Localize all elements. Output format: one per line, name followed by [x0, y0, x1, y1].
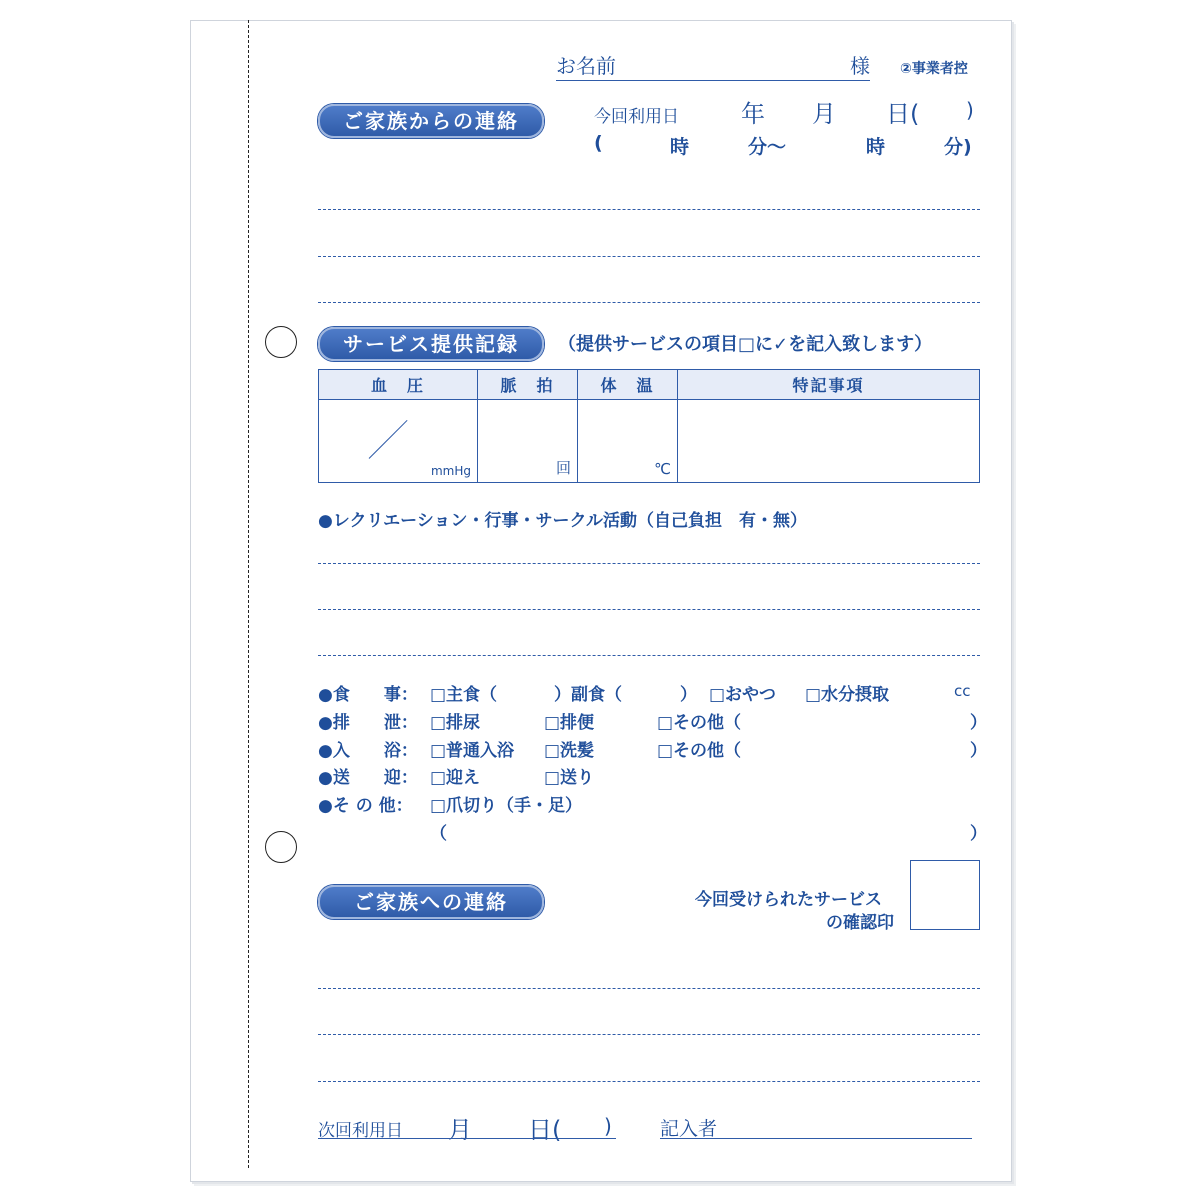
side-dish-checkbox[interactable]: ）副食（: [554, 685, 622, 705]
dropoff-checkbox[interactable]: □送り: [544, 768, 595, 788]
defecation-checkbox[interactable]: □排便: [544, 713, 595, 733]
bp-slash: [369, 420, 408, 459]
month-label: 月: [812, 100, 836, 128]
temp-unit: ℃: [654, 460, 671, 478]
recreation-line-2[interactable]: [318, 609, 980, 610]
next-day-label: 日(: [528, 1116, 562, 1144]
pickup-checkbox[interactable]: □迎え: [430, 768, 481, 788]
pulse-unit: 回: [555, 459, 571, 477]
recorder-label: 記入者: [660, 1118, 718, 1140]
staple-checkbox[interactable]: □主食（: [430, 685, 498, 705]
use-date-label: 今回利用日: [594, 107, 679, 127]
perforation-line: [248, 20, 249, 1168]
family-to-pill: ご家族への連絡: [318, 885, 544, 919]
family-from-pill: ご家族からの連絡: [318, 104, 544, 138]
minute-start: 分～: [748, 136, 787, 158]
form-sheet: [190, 20, 1012, 1182]
bath-label: ●入 浴：: [318, 741, 418, 761]
service-record-pill: サービス提供記録: [318, 327, 544, 361]
other-label: ●そ の 他：: [318, 796, 413, 816]
water-checkbox[interactable]: □水分摂取: [805, 685, 890, 705]
family-from-line-2[interactable]: [318, 256, 980, 257]
normal-bath-checkbox[interactable]: □普通入浴: [430, 741, 515, 761]
confirm-line-1: 今回受けられたサービス: [695, 890, 882, 910]
hour-end: 時: [866, 136, 886, 158]
bp-cell[interactable]: [319, 400, 478, 483]
bp-unit: mmHg: [430, 464, 471, 478]
next-day-close: ): [604, 1114, 612, 1138]
notes-cell[interactable]: [678, 400, 980, 483]
bath-other-close: ）: [970, 741, 987, 761]
time-open: (: [594, 132, 603, 154]
family-to-line-3[interactable]: [318, 1081, 980, 1082]
recreation-line-3[interactable]: [318, 655, 980, 656]
recreation-line-1[interactable]: [318, 563, 980, 564]
name-label: お名前: [556, 54, 616, 78]
service-note: （提供サービスの項目□に✓を記入致します）: [558, 334, 933, 355]
copy-label: ②事業者控: [900, 61, 968, 77]
name-field-line[interactable]: [556, 80, 870, 81]
excretion-other-close: ）: [970, 713, 987, 733]
bp-header: 血 圧: [319, 370, 478, 400]
side-dish-close: ）: [680, 685, 697, 705]
sama-label: 様: [850, 54, 870, 78]
nail-cut-checkbox[interactable]: □爪切り（手・足）: [430, 796, 583, 816]
binder-hole-top: [265, 326, 297, 358]
family-to-line-2[interactable]: [318, 1034, 980, 1035]
next-date-label: 次回利用日: [318, 1121, 403, 1141]
next-month-label: 月: [448, 1116, 472, 1144]
recreation-label: ●レクリエーション・行事・サークル活動（自己負担 有・無）: [318, 511, 807, 531]
meal-label: ●食 事：: [318, 685, 418, 705]
temp-cell[interactable]: [578, 400, 678, 483]
excretion-label: ●排 泄：: [318, 713, 418, 733]
minute-end: 分): [944, 136, 972, 158]
binder-hole-bottom: [265, 831, 297, 863]
family-to-line-1[interactable]: [318, 988, 980, 989]
pulse-header: 脈 拍: [478, 370, 578, 400]
confirm-line-2: の確認印: [826, 913, 894, 933]
day-close: ): [966, 98, 974, 122]
snack-checkbox[interactable]: □おやつ: [709, 685, 777, 705]
hair-wash-checkbox[interactable]: □洗髪: [544, 741, 595, 761]
hour-start: 時: [670, 136, 690, 158]
year-label: 年: [741, 100, 765, 128]
vitals-table: [318, 369, 980, 483]
bath-other-checkbox[interactable]: □その他（: [657, 741, 742, 761]
confirm-stamp-box[interactable]: [910, 860, 980, 930]
notes-header: 特記事項: [678, 370, 980, 400]
other-free-close: ）: [970, 824, 987, 844]
next-date-line[interactable]: [318, 1138, 616, 1139]
transport-label: ●送 迎：: [318, 768, 418, 788]
temp-header: 体 温: [578, 370, 678, 400]
urination-checkbox[interactable]: □排尿: [430, 713, 481, 733]
other-free-open[interactable]: （: [430, 824, 447, 844]
family-from-line-3[interactable]: [318, 302, 980, 303]
cc-unit: cc: [954, 682, 971, 700]
pulse-cell[interactable]: [478, 400, 578, 483]
day-label: 日(: [886, 100, 920, 128]
excretion-other-checkbox[interactable]: □その他（: [657, 713, 742, 733]
family-from-line-1[interactable]: [318, 209, 980, 210]
recorder-line[interactable]: [660, 1138, 972, 1139]
